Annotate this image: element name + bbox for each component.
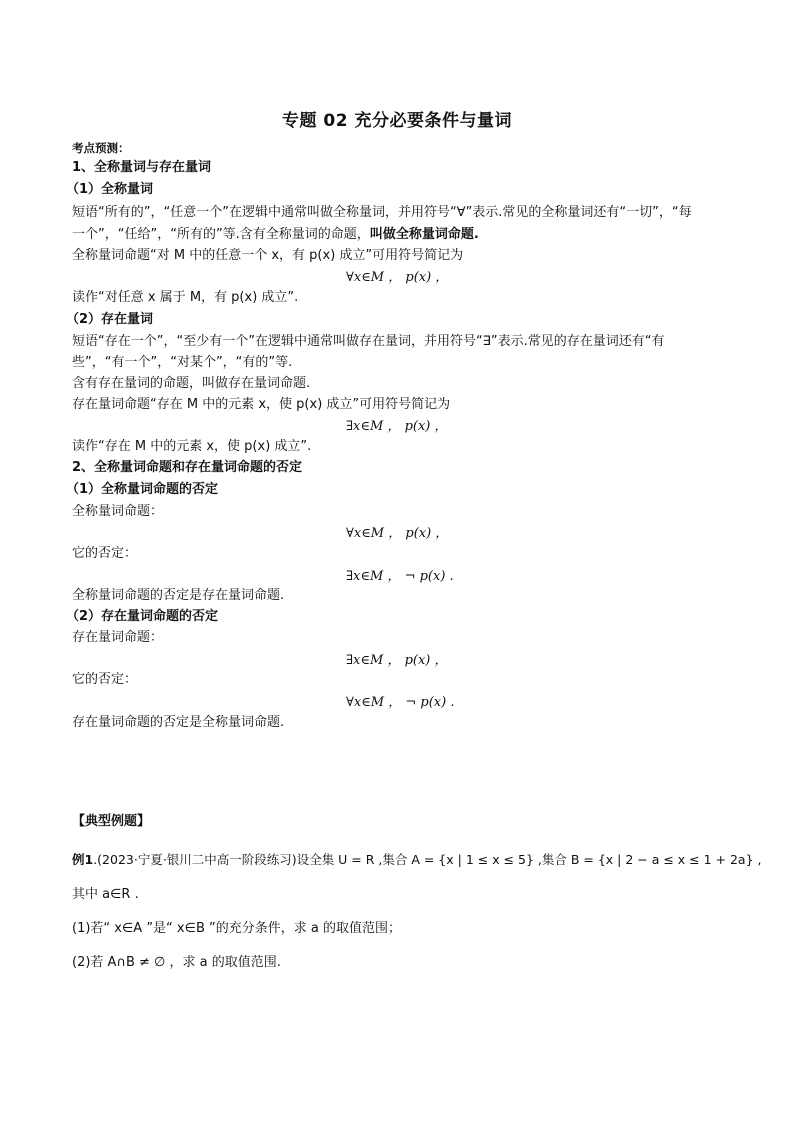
heading-2-1: （1）全称量词命题的否定	[66, 482, 219, 497]
paragraph-universal-b-text: 一个”，“任给”，“所有的”等.含有全称量词的命题，	[72, 227, 370, 242]
example-1-text: .(2023·宁夏·银川二中高一阶段练习)设全集 U = R ,集合 A = {x | 1 ≤ x ≤ 5} ,集合 B = {x | 2 − a ≤ x ≤ 1 + 2a} ,	[93, 852, 762, 867]
negation-2-conclusion: 存在量词命题的否定是全称量词命题.	[72, 715, 285, 730]
paragraph-universal-a: 短语“所有的”，“任意一个”在逻辑中通常叫做全称量词，并用符号“∀”表示.常见的全称量词还有“一切”，“每	[72, 205, 692, 220]
negation-1-formula: ∀x∈M ， p(x) ，	[346, 526, 449, 541]
negation-1-neg-formula: ∃x∈M ， ¬ p(x) .	[346, 569, 454, 584]
negation-2-formula: ∃x∈M ， p(x) ，	[346, 653, 448, 668]
paragraph-existential-b: 些”，“有一个”，“对某个”，“有的”等.	[72, 355, 293, 370]
paragraph-existential-e: 读作“存在 M 中的元素 x，使 p(x) 成立”.	[72, 439, 312, 454]
heading-1-1: （1）全称量词	[66, 182, 154, 197]
paragraph-existential-d: 存在量词命题“存在 M 中的元素 x，使 p(x) 成立”可用符号简记为	[72, 397, 451, 412]
page-title: 专题 02 充分必要条件与量词	[282, 111, 512, 131]
example-1-condition: 其中 a∈R .	[72, 887, 139, 902]
example-1-question-2: (2)若 A∩B ≠ ∅ ，求 a 的取值范围.	[72, 955, 281, 970]
examples-heading: 【典型例题】	[72, 814, 151, 829]
heading-2-2: （2）存在量词命题的否定	[66, 609, 219, 624]
paragraph-universal-d: 读作“对任意 x 属于 M，有 p(x) 成立”.	[72, 290, 299, 305]
paragraph-universal-b	[72, 225, 479, 245]
paragraph-universal-b-bold: 叫做全称量词命题.	[369, 227, 479, 242]
negation-2-neg-formula: ∀x∈M ， ¬ p(x) .	[346, 695, 455, 710]
heading-1: 1、全称量词与存在量词	[72, 160, 212, 175]
negation-2-label: 存在量词命题：	[72, 630, 164, 645]
negation-1-label: 全称量词命题：	[72, 504, 164, 519]
example-1-question-1: (1)若“ x∈A ”是“ x∈B ”的充分条件，求 a 的取值范围；	[72, 921, 401, 936]
section-label: 考点预测：	[72, 141, 130, 155]
formula-universal: ∀x∈M ， p(x) ，	[346, 270, 449, 285]
example-1	[72, 850, 762, 870]
paragraph-universal-c: 全称量词命题“对 M 中的任意一个 x，有 p(x) 成立”可用符号简记为	[72, 248, 464, 263]
negation-2-neg-label: 它的否定：	[72, 672, 138, 687]
heading-2: 2、全称量词命题和存在量词命题的否定	[72, 460, 303, 475]
paragraph-existential-c: 含有存在量词的命题，叫做存在量词命题.	[72, 376, 311, 391]
negation-1-neg-label: 它的否定：	[72, 546, 138, 561]
heading-1-2: （2）存在量词	[66, 312, 154, 327]
example-1-label: 例1	[72, 852, 94, 867]
negation-1-conclusion: 全称量词命题的否定是存在量词命题.	[72, 588, 285, 603]
paragraph-existential-a: 短语“存在一个”，“至少有一个”在逻辑中通常叫做存在量词，并用符号“∃”表示.常见的存在量词还有“有	[72, 334, 665, 349]
formula-existential: ∃x∈M ， p(x) ，	[346, 419, 448, 434]
